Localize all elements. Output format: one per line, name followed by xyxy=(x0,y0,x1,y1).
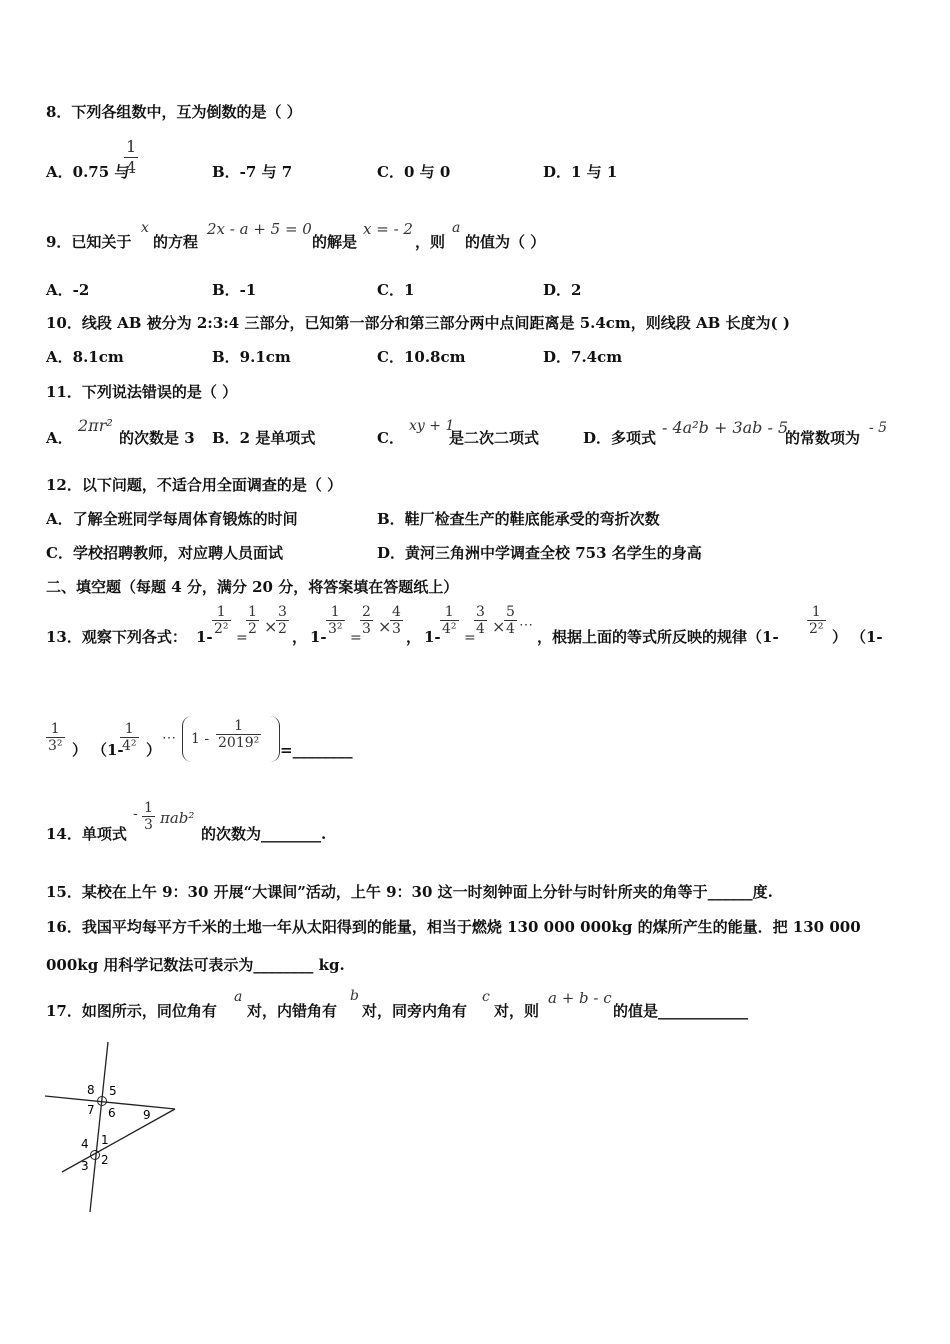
q11-option-c-expr: xy + 1 xyxy=(409,418,455,434)
q11-stem: 11．下列说法错误的是（ ） xyxy=(46,383,238,401)
section-heading: 二、填空题（每题 4 分，满分 20 分，将答案填在答题纸上） xyxy=(46,578,459,596)
q17-stem-4: 对，则 xyxy=(494,1002,540,1020)
q17-figure xyxy=(40,1040,190,1220)
q16-line1: 16．我国平均每平方千米的土地一年从太阳得到的能量，相当于燃烧 130 000 000kg 的煤所产生的能量．把 130 000 xyxy=(46,918,861,936)
q8-option-b: B．-7 与 7 xyxy=(212,163,293,181)
q11-option-d-val: - 5 xyxy=(869,420,888,436)
figure-label-6: 6 xyxy=(108,1106,116,1120)
q9-stem-3: 的解是 xyxy=(312,233,358,251)
q13-frac-2a: $\frac{2}{3}$ xyxy=(362,604,371,637)
figure-label-8: 8 xyxy=(87,1083,95,1097)
q11-option-c-label: C． xyxy=(377,429,404,447)
q13-one-minus-2: 1- xyxy=(310,628,327,646)
q9-option-b: B．-1 xyxy=(212,281,257,299)
q8-stem: 8．下列各组数中，互为倒数的是（ ） xyxy=(46,103,302,121)
q11-option-b: B．2 是单项式 xyxy=(212,429,316,447)
q12-stem: 12．以下问题，不适合用全面调查的是（ ） xyxy=(46,476,343,494)
q13-times-3: × xyxy=(492,617,506,636)
figure-label-4: 4 xyxy=(81,1137,89,1151)
figure-label-1: 1 xyxy=(101,1133,109,1147)
q13-dots-1: ⋯ xyxy=(519,617,533,633)
q17-var-b: b xyxy=(350,988,359,1004)
q17-var-a: a xyxy=(234,989,243,1005)
q14-stem: 14．单项式 xyxy=(46,825,127,843)
q8-option-a: A．0.75 与 xyxy=(46,163,130,181)
q11-option-c-text: 是二次二项式 xyxy=(449,429,540,447)
q9-stem-4: ，则 xyxy=(415,233,446,251)
q12-option-a: A．了解全班同学每周体育锻炼的时间 xyxy=(46,510,298,528)
q13-frac-2b: $\frac{4}{3}$ xyxy=(392,604,401,637)
q13-open-2: （1- xyxy=(851,628,883,646)
q13-close-3: ） xyxy=(146,741,162,759)
q13-frac-1a: $\frac{1}{2}$ xyxy=(248,604,257,637)
q13-close-2: ） xyxy=(72,741,88,759)
figure-label-3: 3 xyxy=(81,1159,89,1173)
figure-label-7: 7 xyxy=(87,1103,95,1117)
q11-option-a-text: 的次数是 3 xyxy=(119,429,195,447)
q17-answer-blank[interactable]: ____________ xyxy=(658,1002,749,1020)
q8-fraction: $\frac{1}{4}$ xyxy=(126,137,137,177)
q17-stem-5: 的值是____________ xyxy=(613,1002,749,1020)
q9-solution: x = - 2 xyxy=(363,220,413,238)
q9-var-x: x xyxy=(141,220,149,236)
q13-last-frac: $\frac{1}{\text{2019²}}$ xyxy=(218,718,260,751)
q9-equation: 2x - a + 5 = 0 xyxy=(207,220,312,238)
q8-option-c: C．0 与 0 xyxy=(377,163,451,181)
q17-stem-3: 对，同旁内角有 xyxy=(362,1002,468,1020)
q13-comma-1: ， xyxy=(292,628,308,646)
q13-frac-3a: $\frac{3}{4}$ xyxy=(476,604,485,637)
q11-option-a-label: A． xyxy=(46,429,73,447)
q13-frac-1: $\frac{1}{\text{2²}}$ xyxy=(214,604,229,637)
q9-option-a: A．-2 xyxy=(46,281,90,299)
q13-times-2: × xyxy=(378,617,392,636)
q9-option-d: D．2 xyxy=(543,281,582,299)
q13-rule-frac-2: $\frac{1}{\text{3²}}$ xyxy=(48,721,63,754)
q13-rule-text: ，根据上面的等式所反映的规律（1- xyxy=(537,628,779,646)
q13-frac-3: $\frac{1}{\text{4²}}$ xyxy=(442,604,457,637)
q13-frac-3b: $\frac{5}{4}$ xyxy=(506,604,515,637)
q13-open-3: （1- xyxy=(92,741,124,759)
figure-label-5: 5 xyxy=(109,1084,117,1098)
q16-line2: 000kg 用科学记数法可表示为________ kg. xyxy=(46,956,345,974)
q16-answer-blank[interactable]: ________ xyxy=(253,956,314,974)
q8-option-d: D．1 与 1 xyxy=(543,163,618,181)
q9-stem-2: 的方程 xyxy=(153,233,199,251)
q13-eq-1: = xyxy=(236,630,248,646)
q10-option-a: A．8.1cm xyxy=(46,348,124,366)
q14-expr: πab² xyxy=(160,809,195,827)
q10-stem: 10．线段 AB 被分为 2:3:4 三部分，已知第一部分和第三部分两中点间距离是 5.4cm，则线段 AB 长度为( ) xyxy=(46,314,790,332)
q14-text: 的次数为________. xyxy=(201,825,327,843)
q13-frac-2: $\frac{1}{\text{3²}}$ xyxy=(328,604,343,637)
q9-stem: 9．已知关于 xyxy=(46,233,132,251)
q10-option-b: B．9.1cm xyxy=(212,348,291,366)
q12-option-b: B．鞋厂检查生产的鞋底能承受的弯折次数 xyxy=(377,510,660,528)
q13-stem: 13．观察下列各式： xyxy=(46,628,187,646)
q12-option-c: C．学校招聘教师，对应聘人员面试 xyxy=(46,544,283,562)
q13-dots-2: ⋯ xyxy=(162,730,176,746)
q13-rule-frac-3: $\frac{1}{\text{4²}}$ xyxy=(122,721,137,754)
q17-stem: 17．如图所示，同位角有 xyxy=(46,1002,217,1020)
q13-tail: =________ xyxy=(280,741,353,759)
q13-one-minus-3: 1- xyxy=(424,628,441,646)
q13-rule-frac-1: $\frac{1}{\text{2²}}$ xyxy=(809,604,824,637)
q13-eq-2: = xyxy=(350,630,362,646)
q17-expr: a + b - c xyxy=(548,989,612,1007)
q13-comma-2: ， xyxy=(406,628,422,646)
q14-coef-sign: - xyxy=(133,806,138,822)
q13-eq-3: = xyxy=(464,630,476,646)
q13-frac-1b: $\frac{3}{2}$ xyxy=(278,604,287,637)
q11-option-d-expr: - 4a²b + 3ab - 5 xyxy=(662,418,789,437)
q10-option-c: C．10.8cm xyxy=(377,348,466,366)
figure-vertical-line xyxy=(90,1042,108,1212)
q15-text: 15．某校在上午 9：30 开展“大课间”活动，上午 9：30 这一时刻钟面上分针与时针所夹的角等于______度. xyxy=(46,883,773,901)
q14-answer-blank[interactable]: ________ xyxy=(261,825,322,843)
q12-option-d: D．黄河三角洲中学调查全校 753 名学生的身高 xyxy=(377,544,702,562)
q11-option-d-label: D．多项式 xyxy=(583,429,657,447)
q11-option-a-expr: 2πr² xyxy=(78,416,113,435)
figure-bottom-line xyxy=(62,1109,175,1172)
q17-var-c: c xyxy=(482,989,490,1005)
figure-label-9: 9 xyxy=(143,1108,151,1122)
q13-answer-blank[interactable]: ________ xyxy=(292,741,353,759)
figure-label-2: 2 xyxy=(101,1153,109,1167)
q14-coef-frac: $\frac{1}{3}$ xyxy=(144,800,153,833)
q13-one-minus-1: 1- xyxy=(196,628,213,646)
q11-option-d-text: 的常数项为 xyxy=(785,429,861,447)
q9-var-a: a xyxy=(452,220,461,236)
q13-times-1: × xyxy=(264,617,278,636)
q17-stem-2: 对，内错角有 xyxy=(247,1002,338,1020)
q9-stem-5: 的值为（ ） xyxy=(465,233,546,251)
q10-option-d: D．7.4cm xyxy=(543,348,623,366)
q13-close-1: ） xyxy=(832,628,848,646)
q13-last-inner: 1 - xyxy=(191,731,210,747)
q9-option-c: C．1 xyxy=(377,281,415,299)
